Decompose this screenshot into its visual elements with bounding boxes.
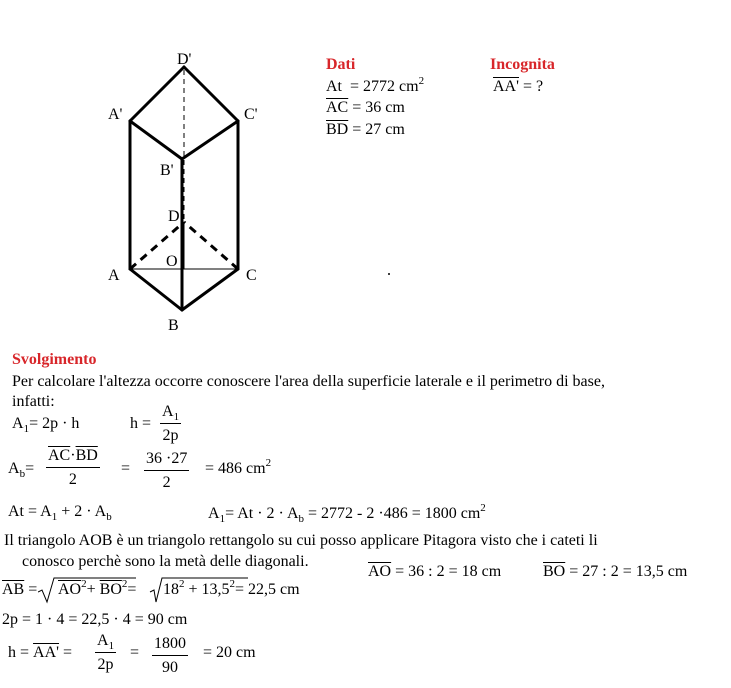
formula-h-fraction	[160, 403, 181, 445]
paragraph-line1: Il triangolo AOB è un triangolo rettangolo su cui posso applicare Pitagora visto che i cateti li	[4, 532, 598, 549]
formula-ab-num1: $\overline{AC}\cdot\overline{BD}$	[48, 447, 98, 464]
formula-ab-result: = 486 $cm^2$	[205, 457, 272, 477]
edge-C-B	[182, 269, 238, 310]
edge-Dp-Ap	[130, 67, 184, 121]
formula-2p: 2p = 1 · 4 = 22,5 · 4 = 90 cm	[2, 611, 188, 628]
formula-h-final-eq2: =	[130, 644, 140, 661]
edge-C-D-hidden	[184, 222, 238, 269]
dati-at-rhs: = 2772 cm	[350, 78, 419, 95]
label-c-prime: C'	[244, 106, 258, 123]
label-a: A	[108, 267, 120, 284]
formula-a1-rhs: = 2p · h	[29, 415, 80, 432]
formula-ao: $\overline{AO} = 36$ : 2 = 18 cm	[368, 563, 502, 580]
dati-ac	[326, 100, 405, 116]
edge-A-B	[130, 269, 182, 310]
dati-at	[326, 75, 425, 95]
edge-Dp-Cp	[184, 67, 238, 121]
incognita-value	[493, 79, 543, 95]
dati-bd-name: $\overline{BD}$	[326, 121, 349, 138]
formula-h-final-num2: 1800	[154, 635, 186, 652]
label-d-prime: D'	[177, 51, 192, 68]
formula-a1-value: $A_1= At \cdot 2 \cdot A_b = 2772 - 2 \cdot 486 = 1800$ $cm^2$	[208, 502, 486, 525]
label-b-prime: B'	[160, 162, 174, 179]
formula-h-final-num1: $A_1$	[97, 632, 115, 652]
formula-a1	[12, 415, 80, 435]
formula-ab-fraction1	[46, 447, 100, 489]
label-b: B	[168, 317, 179, 334]
formula-ab-den2: 2	[162, 474, 171, 491]
formula-h-final-den1: 2p	[97, 656, 114, 673]
label-a-prime: A'	[108, 106, 123, 123]
formula-h-final-den2: 90	[162, 659, 178, 676]
label-d: D	[168, 208, 180, 225]
dati-ac-rhs: = 36 cm	[348, 99, 405, 116]
formula-h-den: 2p	[162, 427, 179, 444]
formula-at: $At = A_1 + 2 \cdot A_b$	[8, 503, 112, 523]
svolgimento-line2: infatti:	[12, 393, 55, 410]
incognita-rhs: = ?	[519, 78, 544, 95]
dati-at-exp: 2	[418, 75, 425, 87]
sqrt2-content: $18^2 + 13,5^2= 22,5$ cm	[163, 578, 300, 598]
formula-ab-lhs: $A_b=$	[8, 460, 35, 480]
incognita-name: AA'	[493, 78, 519, 95]
edge-Cp-Bp	[182, 121, 238, 159]
incognita-title: Incognita	[490, 56, 555, 73]
formula-h-lhs: h =	[130, 415, 152, 432]
formula-ab-num2: 36 ·27	[146, 450, 188, 467]
stray-dot	[388, 273, 390, 275]
formula-h-num: $A_1$	[162, 403, 180, 423]
svolgimento-title: Svolgimento	[12, 351, 97, 368]
formula-h-final-fraction2	[152, 635, 188, 677]
dati-ac-name: $\overline{AC}$	[326, 99, 349, 116]
dati-bd-rhs: = 27 cm	[348, 121, 405, 138]
formula-h-final-fraction1	[95, 632, 116, 674]
formula-a1-lhs: A	[12, 415, 24, 432]
svolgimento-line1: Per calcolare l'altezza occorre conoscere l'area della superficie laterale e il perimetro di base,	[12, 373, 605, 390]
prism-figure	[0, 0, 731, 340]
formula-ab-fraction2	[144, 450, 189, 492]
formula-ab-eq2: =	[121, 460, 131, 477]
formula-ab-pitagora: $\overline{AB}$ =	[2, 581, 38, 598]
label-o: O	[166, 253, 178, 270]
formula-h-final-lhs: h = AA' =	[8, 644, 73, 661]
formula-a1-sub: 1	[23, 423, 30, 435]
dati-bd	[326, 122, 405, 138]
sqrt1-content: $\overline{AO}^2+ \overline{BO}^2=$	[58, 578, 137, 598]
formula-bo: $\overline{BO} = 27$ : 2 = 13,5 cm	[543, 563, 688, 580]
label-c: C	[246, 267, 257, 284]
formula-ab-den1: 2	[68, 471, 77, 488]
edge-Ap-Bp	[130, 121, 182, 159]
formula-h-final-result: = 20 cm	[203, 644, 256, 661]
paragraph-line2: conosco perchè sono la metà delle diagonali.	[22, 553, 309, 570]
dati-title: Dati	[326, 56, 356, 73]
dati-at-lhs: At	[326, 78, 342, 95]
